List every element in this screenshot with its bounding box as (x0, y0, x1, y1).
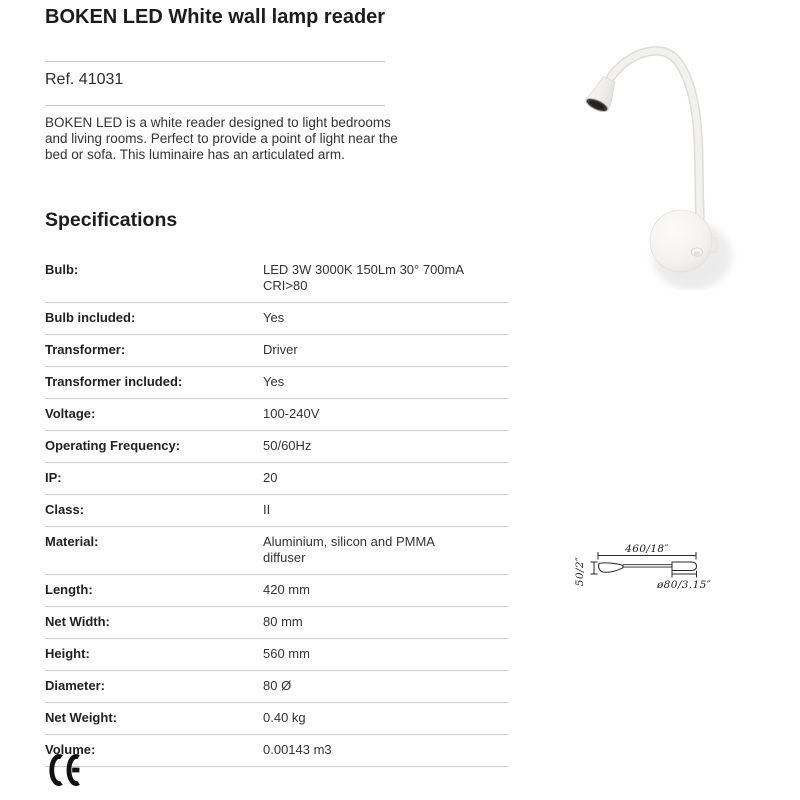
spec-value: Aluminium, silicon and PMMA diffuser (263, 534, 435, 565)
spec-row-transformer-included (45, 367, 508, 399)
wall-lamp-image (540, 10, 780, 290)
ce-mark (44, 751, 84, 789)
divider-top (45, 61, 385, 62)
spec-row-bulb (45, 255, 508, 303)
spec-row-net-weight (45, 703, 508, 735)
spec-label: Transformer included: (45, 374, 183, 389)
specifications-heading: Specifications (45, 209, 178, 231)
spec-label: Voltage: (45, 406, 96, 421)
spec-label: IP: (45, 470, 62, 485)
page-title: BOKEN LED White wall lamp reader (45, 6, 386, 28)
spec-value: 100-240V (263, 406, 320, 421)
spec-value: Yes (263, 310, 285, 325)
spec-row-diameter (45, 671, 508, 703)
spec-row-bulb-included (45, 303, 508, 335)
length-dimension-label: 460/18″ (625, 543, 669, 555)
height-dimension-label: 50/2″ (574, 556, 586, 587)
specifications-table (45, 255, 508, 767)
spec-value: 80 mm (263, 614, 303, 629)
product-photo (540, 10, 780, 290)
spec-label: Transformer: (45, 342, 126, 357)
spec-row-class (45, 495, 508, 527)
spec-value: 0.40 kg (263, 710, 306, 725)
spec-value: 420 mm (263, 582, 310, 597)
spec-row-height (45, 639, 508, 671)
spec-row-ip (45, 463, 508, 495)
spec-label: Volume: (45, 742, 96, 757)
spec-value: LED 3W 3000K 150Lm 30° 700mA CRI>80 (263, 262, 464, 293)
spec-value: 560 mm (263, 646, 310, 661)
divider-ref (45, 105, 385, 106)
dimension-diagram (563, 528, 768, 600)
spec-row-frequency (45, 431, 508, 463)
power-switch-shadow (694, 252, 701, 255)
spec-label: Height: (45, 646, 90, 661)
spec-value: Yes (263, 374, 285, 389)
spec-label: Net Width: (45, 614, 110, 629)
spec-label: Operating Frequency: (45, 438, 181, 453)
spec-value: 50/60Hz (263, 438, 312, 453)
dimension-drawing (563, 528, 768, 600)
spec-row-transformer (45, 335, 508, 367)
ce-mark-icon (44, 751, 84, 789)
spec-value: Driver (263, 342, 298, 357)
spec-value: 20 (263, 470, 278, 485)
spec-label: Net Weight: (45, 710, 117, 725)
product-description: BOKEN LED is a white reader designed to light bedrooms and living rooms. Perfect to provide a point of light near the bed or sofa. This luminaire has an articulated arm. (45, 115, 398, 162)
spec-value: 80 Ø (263, 678, 292, 693)
spec-value: II (263, 502, 271, 517)
lamp-arm (611, 51, 700, 218)
spec-label: Bulb: (45, 262, 79, 277)
spec-label: Class: (45, 502, 85, 517)
spec-label: Bulb included: (45, 310, 136, 325)
spec-value: 0.00143 m3 (263, 742, 332, 757)
spec-label: Diameter: (45, 678, 105, 693)
spec-row-net-width (45, 607, 508, 639)
spec-label: Length: (45, 582, 93, 597)
wall-base (650, 210, 712, 272)
product-reference: Ref. 41031 (45, 71, 124, 88)
spec-row-length (45, 575, 508, 607)
spec-label: Material: (45, 534, 99, 549)
spec-row-voltage (45, 399, 508, 431)
spec-row-volume (45, 735, 508, 767)
diameter-dimension-label: ø80/3.15″ (656, 579, 712, 591)
spec-row-material (45, 527, 508, 575)
